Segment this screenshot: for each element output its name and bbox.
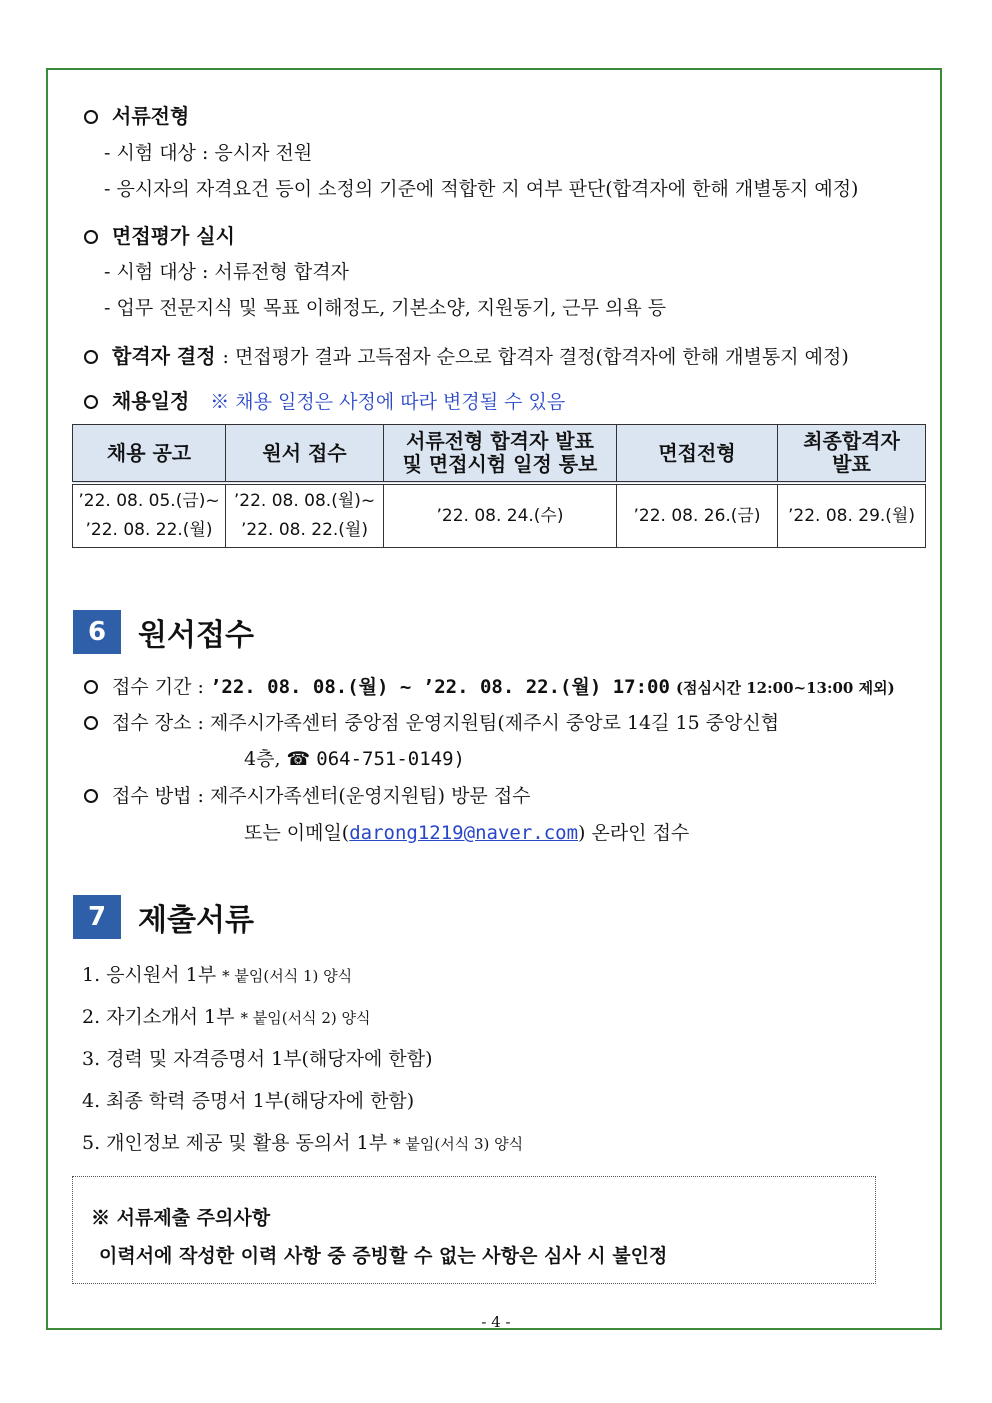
label: 접수 방법 : [112, 785, 204, 807]
cell-line: ’22. 08. 08.(월)~ [233, 491, 376, 512]
section-number-badge: 7 [73, 895, 121, 939]
cell-line: ’22. 08. 22.(월) [240, 520, 368, 540]
item-note: * 붙임(서식 2) 양식 [240, 1009, 371, 1027]
section-schedule [84, 385, 565, 414]
method-value-line2 [244, 818, 689, 845]
method-text: 또는 이메일( [244, 822, 350, 844]
phone-number: 064-751-0149) [316, 748, 465, 770]
item-text: 5. 개인정보 제공 및 활용 동의서 1부 [82, 1132, 388, 1154]
table-row [73, 483, 926, 548]
circle-bullet-icon [84, 716, 98, 730]
table-header-line: 발표 [832, 452, 871, 476]
table-header: 채용 공고 [73, 425, 226, 484]
schedule-note: ※ 채용 일정은 사정에 따라 변경될 수 있음 [210, 391, 566, 413]
email-link[interactable]: darong1219@naver.com [349, 822, 579, 844]
circle-bullet-icon [84, 395, 98, 409]
section-interview [84, 220, 235, 249]
schedule-table [72, 424, 926, 548]
method-value: 제주시가족센터(운영지원팀) 방문 접수 [209, 785, 531, 807]
cell-line: ’22. 08. 05.(금)~ [78, 491, 220, 512]
section-title: 원서접수 [138, 618, 254, 653]
section-final-decision [84, 340, 849, 369]
heading: 채용일정 [112, 389, 190, 413]
list-item [82, 1086, 414, 1113]
table-header-line: 서류전형 합격자 발표 [406, 429, 594, 453]
circle-bullet-icon [84, 789, 98, 803]
table-header-row [73, 425, 926, 484]
item-note: * 붙임(서식 3) 양식 [393, 1135, 524, 1153]
period-note: (점심시간 12:00~13:00 제외) [675, 679, 895, 697]
text-line: - 시험 대상 : 서류전형 합격자 [104, 261, 349, 283]
notice-text: 이력서에 작성한 이력 사항 중 증빙할 수 없는 사항은 심사 시 불인정 [99, 1245, 668, 1267]
notice-box [72, 1176, 876, 1284]
heading: 합격자 결정 [112, 344, 216, 368]
period-value: ’22. 08. 08.(월) ~ ’22. 08. 22.(월) 17:00 [209, 676, 670, 698]
application-place [84, 708, 779, 735]
text-line: - 응시자의 자격요건 등이 소정의 기준에 적합한 지 여부 판단(합격자에 한해 개별통지 예정) [104, 178, 859, 200]
heading: 면접평가 실시 [112, 224, 235, 248]
page-number: - 4 - [481, 1313, 511, 1331]
text-line: - 시험 대상 : 응시자 전원 [104, 142, 313, 164]
list-item [82, 1128, 523, 1155]
list-item [82, 1044, 433, 1071]
application-period [84, 672, 895, 699]
item-text: 3. 경력 및 자격증명서 1부(해당자에 한함) [82, 1048, 433, 1070]
table-cell [73, 483, 226, 548]
table-header-line: 및 면접시험 일정 통보 [402, 452, 598, 476]
notice-title: ※ 서류제출 주의사항 [91, 1207, 271, 1229]
section-number-badge: 6 [73, 610, 121, 654]
table-cell: ’22. 08. 24.(수) [384, 483, 617, 548]
label: 접수 장소 : [112, 712, 204, 734]
text-line: : 면접평가 결과 고득점자 순으로 합격자 결정(합격자에 한해 개별통지 예정) [222, 346, 849, 368]
application-method [84, 781, 531, 808]
circle-bullet-icon [84, 350, 98, 364]
item-text: 4. 최종 학력 증명서 1부(해당자에 한함) [82, 1090, 415, 1112]
method-text: ) 온라인 접수 [578, 822, 690, 844]
table-cell: ’22. 08. 26.(금) [617, 483, 778, 548]
item-text: 2. 자기소개서 1부 [82, 1006, 235, 1028]
place-value: 제주시가족센터 중앙점 운영지원팀(제주시 중앙로 14길 15 중앙신협 [209, 712, 780, 734]
label: 접수 기간 : [112, 676, 204, 698]
telephone-icon: ☎ [286, 748, 311, 770]
table-header: 원서 접수 [226, 425, 384, 484]
list-item [82, 960, 352, 987]
table-cell: ’22. 08. 29.(월) [778, 483, 926, 548]
item-text: 1. 응시원서 1부 [82, 964, 217, 986]
text-line: - 업무 전문지식 및 목표 이해정도, 기본소양, 지원동기, 근무 의욕 등 [104, 297, 667, 319]
circle-bullet-icon [84, 110, 98, 124]
table-header: 면접전형 [617, 425, 778, 484]
heading: 서류전형 [112, 104, 190, 128]
place-floor: 4층, [244, 748, 281, 770]
table-header [384, 425, 617, 484]
circle-bullet-icon [84, 680, 98, 694]
circle-bullet-icon [84, 230, 98, 244]
place-value-line2 [244, 744, 465, 771]
table-header [778, 425, 926, 484]
item-note: * 붙임(서식 1) 양식 [222, 967, 353, 985]
section-title: 제출서류 [138, 903, 254, 938]
table-cell [226, 483, 384, 548]
list-item [82, 1002, 370, 1029]
cell-line: ’22. 08. 22.(월) [85, 520, 213, 540]
table-header-line: 최종합격자 [803, 429, 900, 453]
section-document-screening [84, 100, 189, 129]
